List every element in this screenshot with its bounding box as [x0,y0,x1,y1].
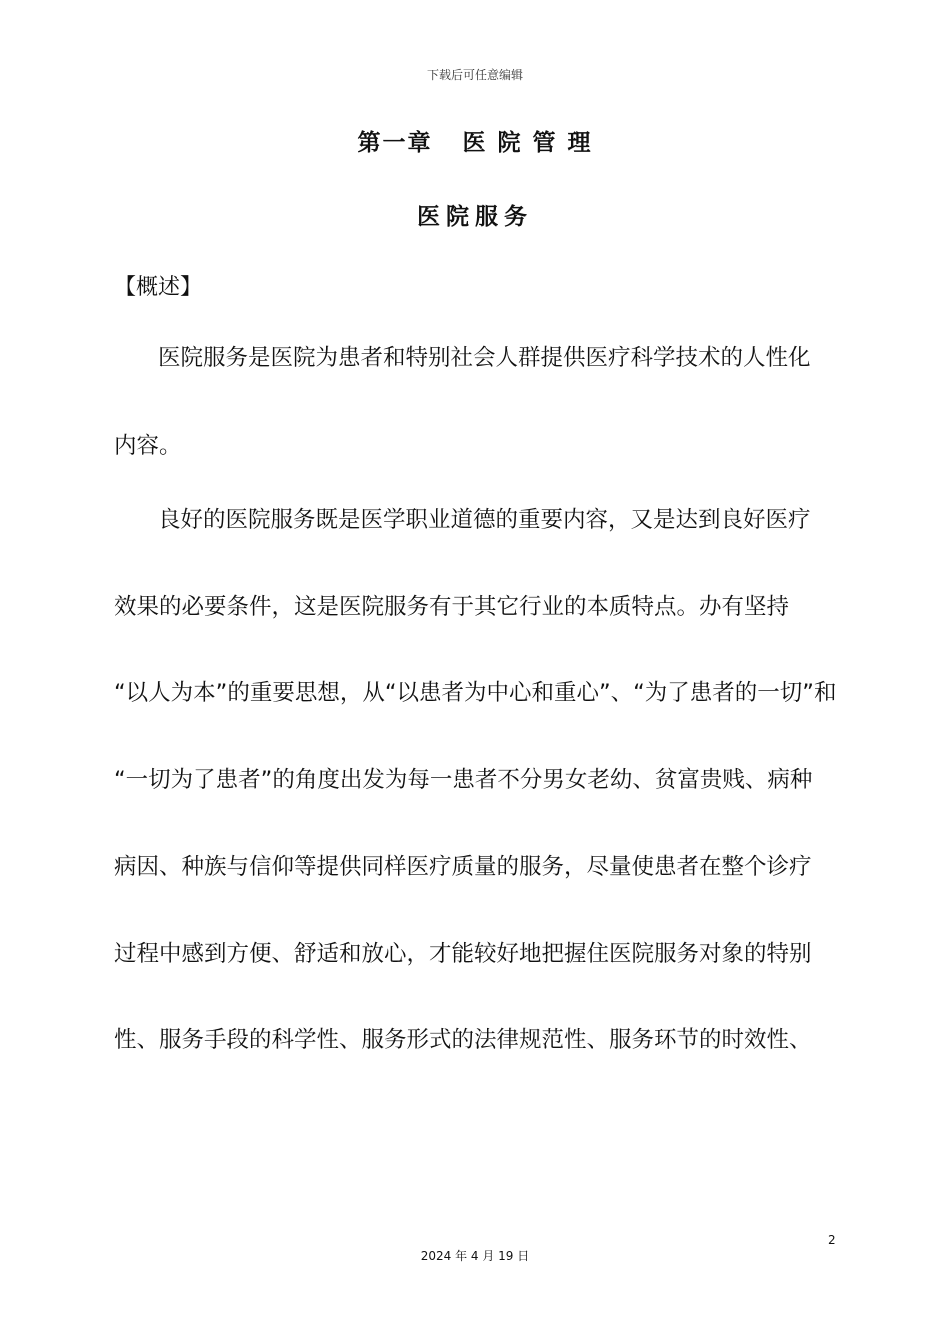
paragraph-1-line-2: 内容。 [114,433,182,459]
overview-label: 【概述】 [114,275,203,300]
chapter-number: 第一章 [357,130,433,156]
paragraph-2-line-2: 效果的必要条件，这是医院服务有于其它行业的本质特点。办有坚持 [114,594,790,620]
page-number: 2 [828,1233,836,1247]
header-note: 下载后可任意编辑 [426,68,523,82]
chapter-name: 医 院 管 理 [462,130,593,156]
chapter-title [0,124,950,157]
paragraph-2-line-3: “以人为本”的重要思想，从“以患者为中心和重心”、“为了患者的一切”和 [114,680,837,706]
paragraph-2-line-4: “一切为了患者”的角度出发为每一患者不分男女老幼、贫富贵贱、病种 [114,767,813,793]
section-title: 医院服务 [417,204,533,230]
paragraph-1-line-1: 医院服务是医院为患者和特别社会人群提供医疗科学技术的人性化 [158,345,811,371]
paragraph-2-line-7: 性、服务手段的科学性、服务形式的法律规范性、服务环节的时效性、 [114,1027,812,1053]
paragraph-2-line-6: 过程中感到方便、舒适和放心，才能较好地把握住医院服务对象的特别 [114,941,812,967]
paragraph-2-line-1: 良好的医院服务既是医学职业道德的重要内容，又是达到良好医疗 [158,507,811,533]
footer-date: 2024 年 4 月 19 日 [420,1249,530,1263]
paragraph-2-line-5: 病因、种族与信仰等提供同样医疗质量的服务，尽量使患者在整个诊疗 [114,854,812,880]
